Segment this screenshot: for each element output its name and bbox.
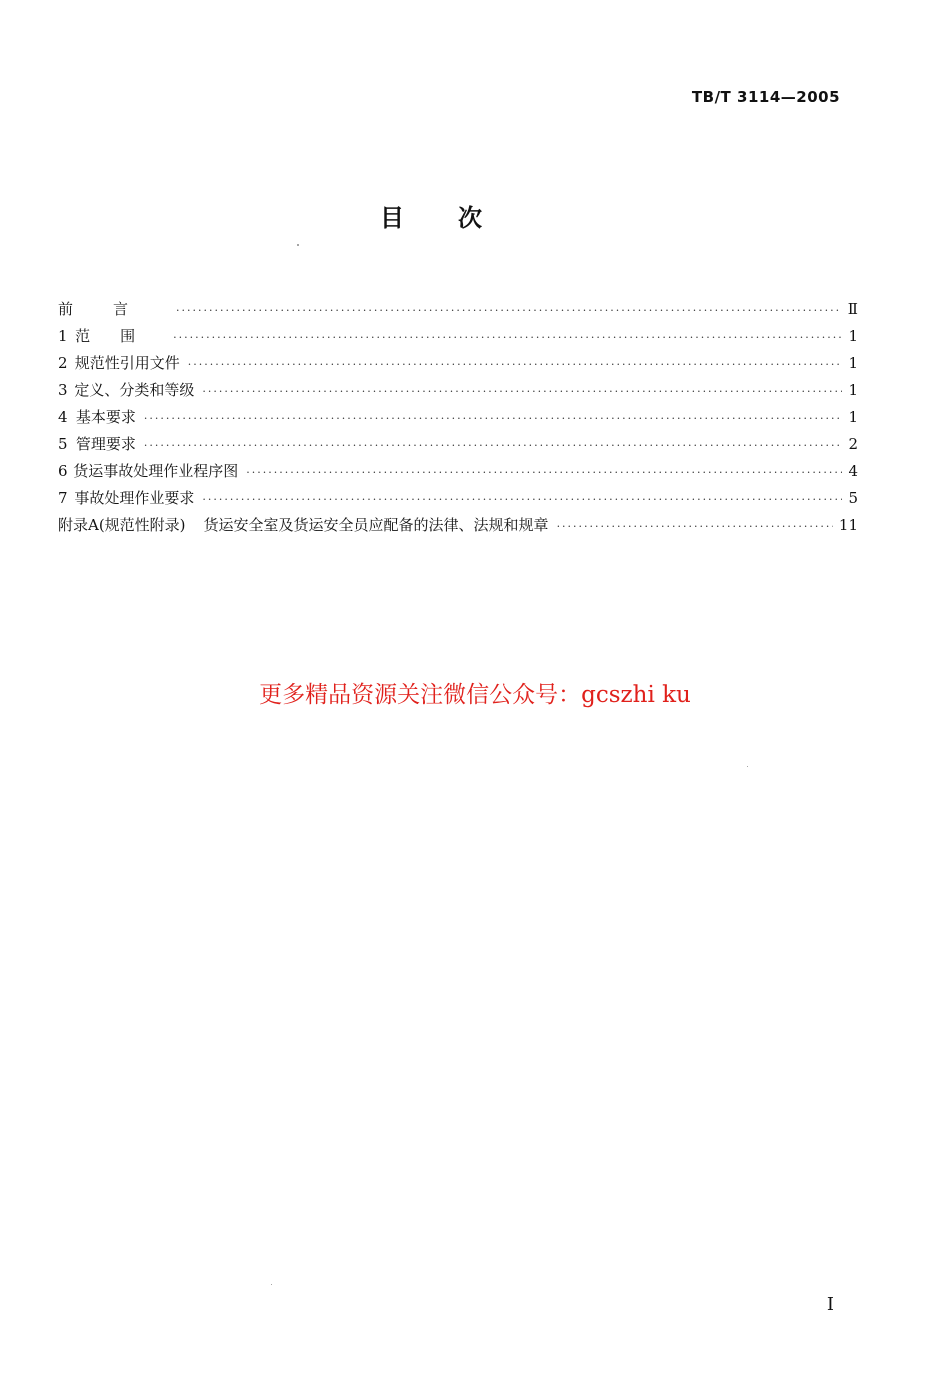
toc-entry-number: 4 [58,408,68,426]
table-of-contents [58,296,858,539]
toc-entry-basic-requirements[interactable] [58,404,858,431]
toc-entry-page: 1 [848,327,858,345]
page-numeral: I [826,1294,834,1315]
toc-leader-dots [173,324,842,351]
toc-entry-page: 4 [848,462,858,480]
toc-entry-number: 7 [58,489,68,507]
toc-entry-definitions[interactable] [58,377,858,404]
toc-title: 目次 [380,204,536,232]
toc-annex-prefix: 附录A(规范性附录) [58,516,186,534]
toc-entry-label: 货运安全室及货运安全员应配备的法律、法规和规章 [203,516,549,534]
toc-entry-label: 规范性引用文件 [74,354,180,372]
toc-leader-dots [246,459,842,486]
toc-entry-number: 3 [58,381,68,399]
toc-entry-page: Ⅱ [847,300,858,318]
toc-leader-dots [202,486,842,513]
toc-entry-page: 2 [848,435,858,453]
toc-entry-label: 定义、分类和等级 [74,381,195,399]
toc-entry-number: 5 [58,435,68,453]
toc-entry-label: 事故处理作业要求 [74,489,195,507]
toc-entry-foreword[interactable] [58,296,858,323]
toc-entry-procedure-chart[interactable] [58,458,858,485]
toc-entry-page: 1 [848,354,858,372]
scan-speck [747,766,748,767]
toc-entry-label: 货运事故处理作业程序图 [73,462,239,480]
toc-leader-dots [188,351,842,378]
toc-leader-dots [202,378,842,405]
toc-leader-dots [176,297,842,324]
toc-entry-page: 5 [848,489,858,507]
toc-entry-label: 前言 [58,300,169,318]
standard-number: TB/T 3114—2005 [691,88,840,106]
toc-entry-page: 1 [848,381,858,399]
toc-entry-page: 1 [848,408,858,426]
toc-entry-label: 管理要求 [75,435,136,453]
toc-entry-scope[interactable] [58,323,858,350]
toc-leader-dots [144,405,842,432]
promo-watermark-text: 更多精品资源关注微信公众号：gcszhi ku [259,682,691,708]
toc-entry-number: 2 [58,354,68,372]
toc-entry-normative-references[interactable] [58,350,858,377]
scan-speck [271,1284,272,1285]
toc-entry-number: 6 [58,462,68,480]
toc-entry-management-requirements[interactable] [58,431,858,458]
toc-entry-annex-a[interactable] [58,512,858,539]
toc-entry-label: 范围 [75,327,166,345]
scan-speck [297,244,299,246]
toc-entry-label: 基本要求 [75,408,136,426]
toc-leader-dots [144,432,842,459]
toc-entry-handling-requirements[interactable] [58,485,858,512]
toc-entry-page: 11 [838,516,858,534]
toc-entry-number: 1 [58,327,68,345]
toc-leader-dots [557,513,833,540]
